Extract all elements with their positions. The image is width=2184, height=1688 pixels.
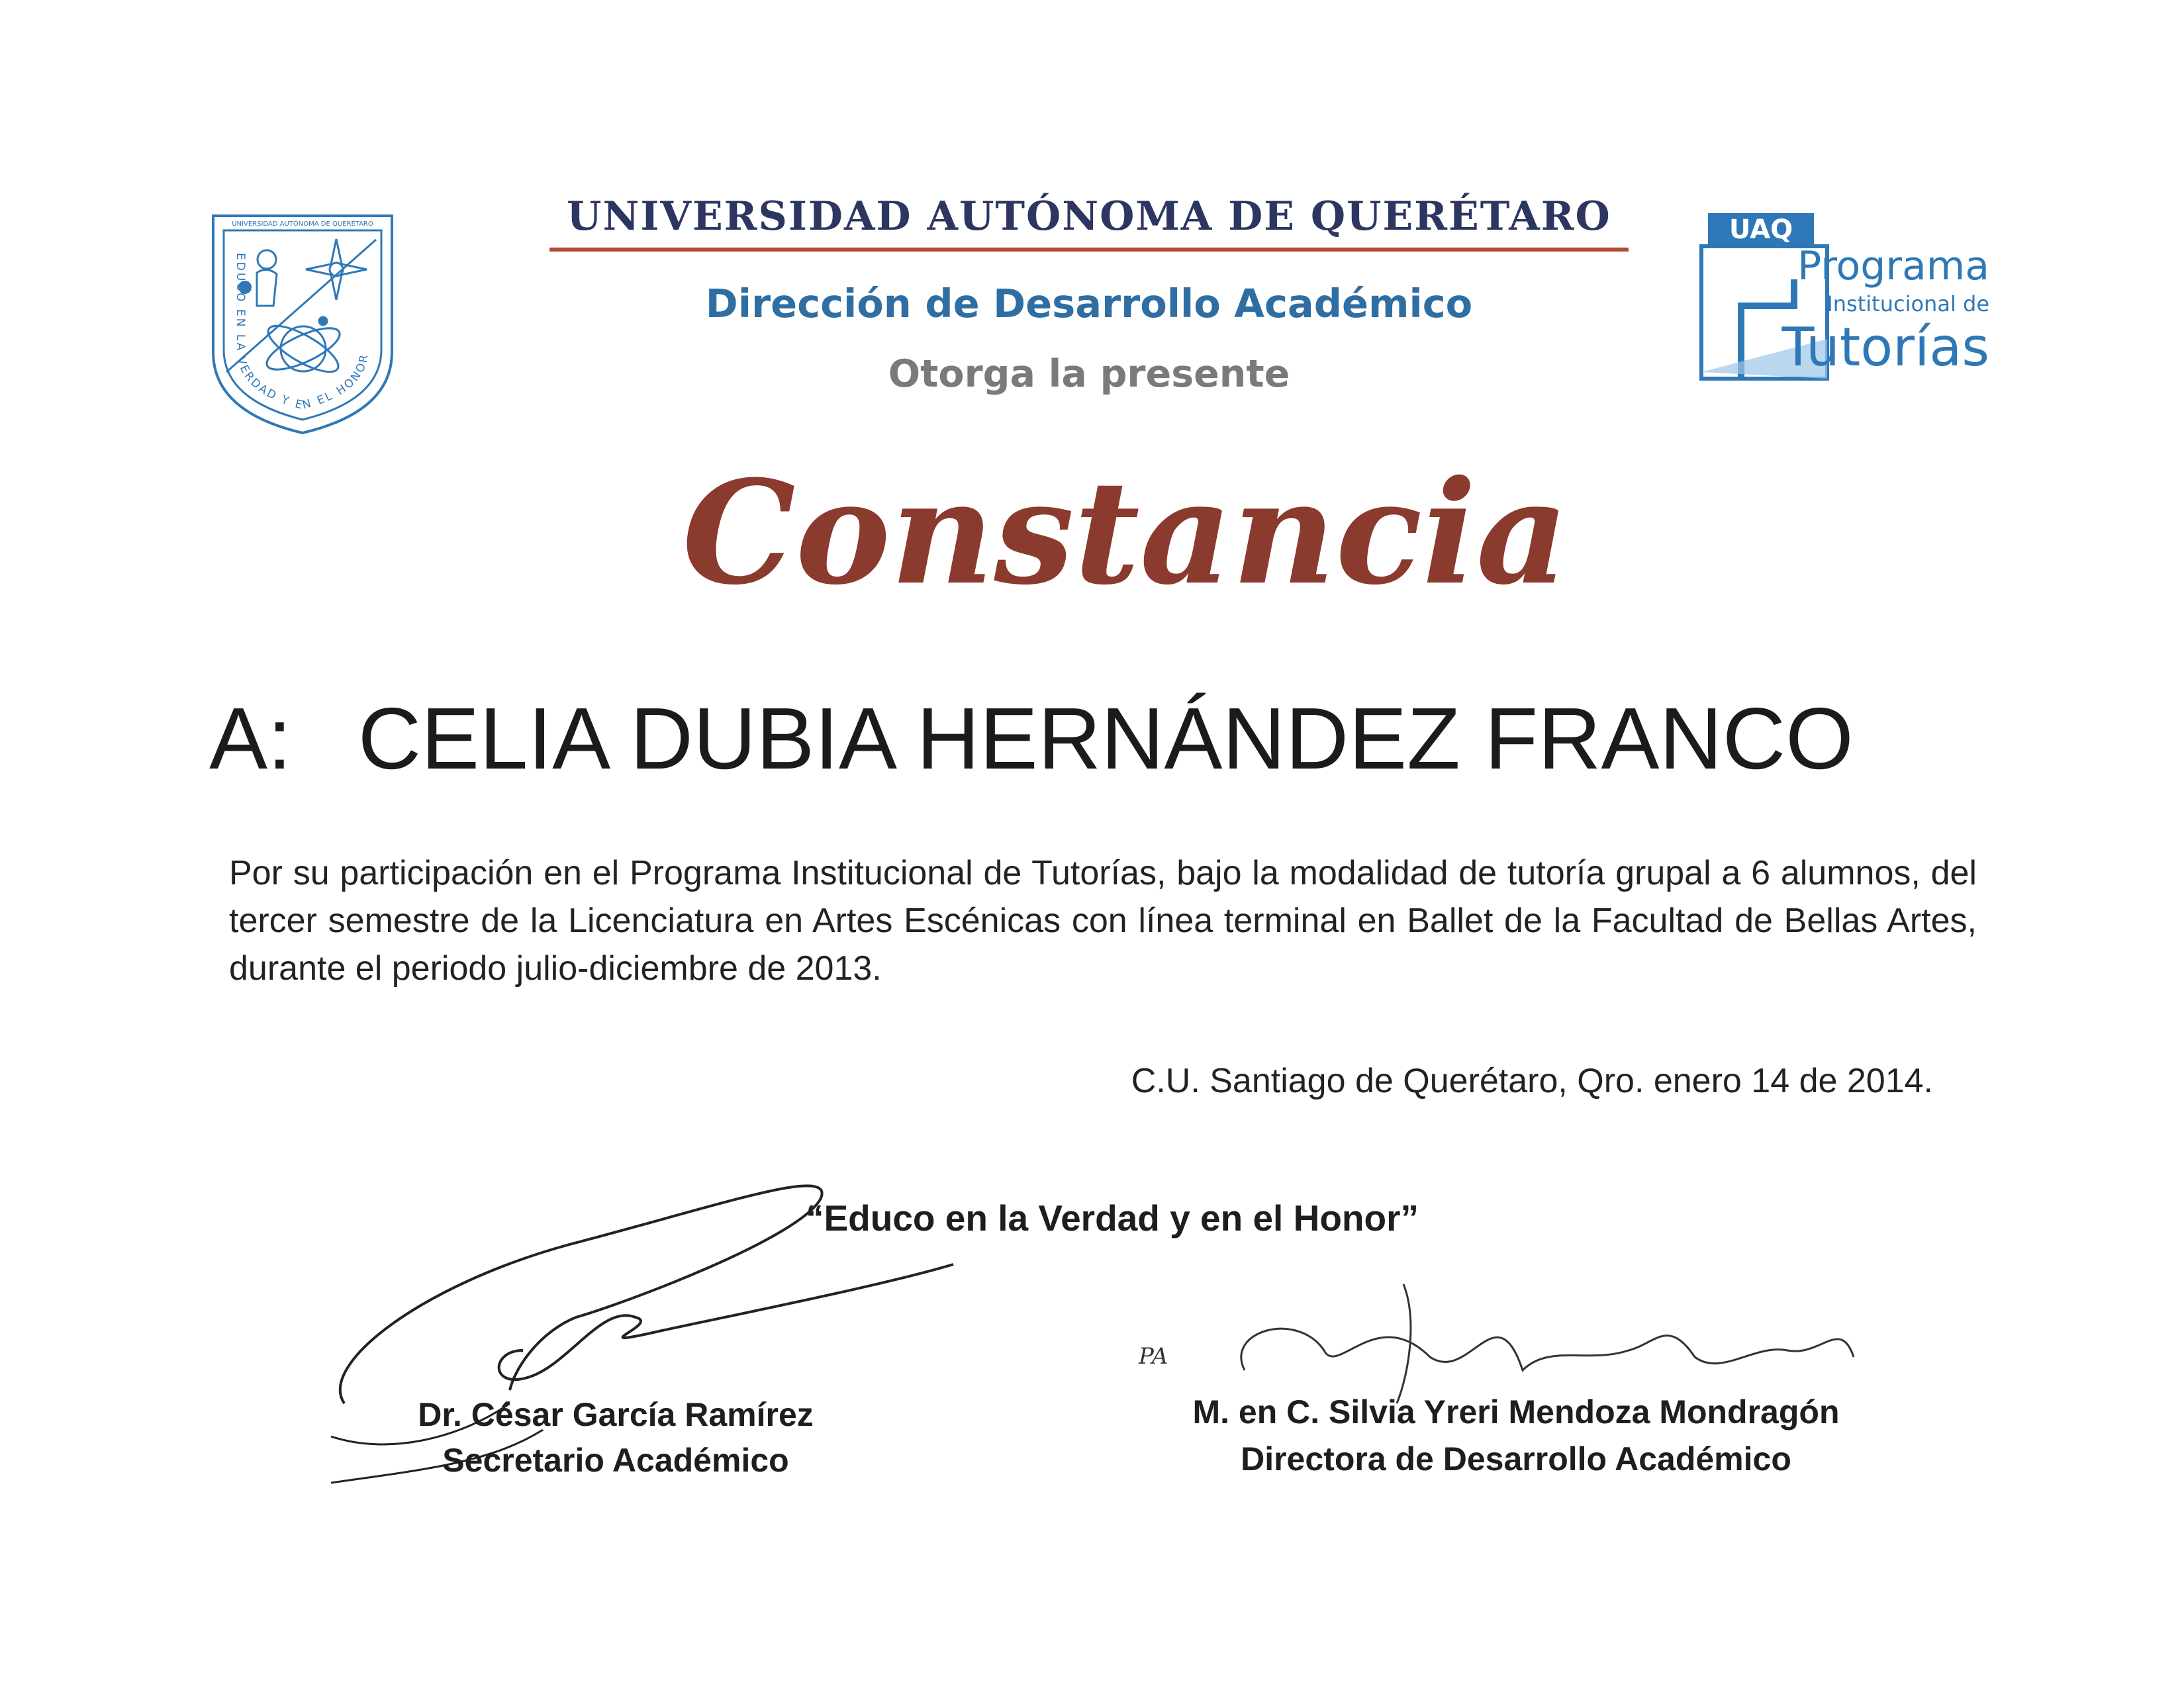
tutoring-program-logo <box>1695 207 2013 392</box>
university-shield-logo <box>211 213 395 436</box>
grants-line: Otorga la presente <box>888 352 1290 396</box>
shield-motto-text: EDUCO EN LA VERDAD Y EN EL HONOR <box>234 253 372 413</box>
logo-line-institucional: Institucional de <box>1827 291 1989 316</box>
logo-badge-text: UAQ <box>1729 214 1793 245</box>
department-name: Dirección de Desarrollo Académico <box>705 281 1473 326</box>
place-and-date: C.U. Santiago de Querétaro, Qro. enero 14 de 2014. <box>1131 1062 1933 1100</box>
certificate-body-text: Por su participación en el Programa Institucional de Tutorías, bajo la modalidad de tutoría grupal a 6 alumnos, del tercer semestre de la Licenciatura en Artes Escénicas con línea terminal en Ballet de la Facultad de Bellas Artes, durante el periodo julio-diciembre de 2013. <box>229 854 1977 988</box>
logo-line-programa: Programa <box>1797 243 1989 289</box>
university-motto: “Educo en la Verdad y en el Honor” <box>805 1197 1419 1239</box>
certificate-title-text: Constancia <box>682 449 1569 616</box>
recipient-name: CELIA DUBIA HERNÁNDEZ FRANCO <box>357 690 1854 787</box>
logo-line-tutorias: Tutorías <box>1781 316 1989 378</box>
shield-top-text: UNIVERSIDAD AUTÓNOMA DE QUERÉTARO <box>232 220 373 228</box>
right-signatory-name: M. en C. Silvia Yreri Mendoza Mondragón <box>1192 1393 1840 1430</box>
left-signatory-role: Secretario Académico <box>442 1442 789 1479</box>
certificate-title-constancia <box>682 449 1569 649</box>
recipient-prefix: A: <box>209 690 292 787</box>
right-signature-scribble <box>1125 1278 1887 1410</box>
signature-initials: PA <box>1139 1343 1168 1370</box>
right-signatory-role: Directora de Desarrollo Académico <box>1241 1440 1791 1477</box>
university-title: UNIVERSIDAD AUTÓNOMA DE QUERÉTARO <box>567 193 1611 240</box>
recipient-line <box>209 688 1997 788</box>
left-signatory-name: Dr. César García Ramírez <box>418 1396 814 1433</box>
title-underline <box>549 248 1629 252</box>
